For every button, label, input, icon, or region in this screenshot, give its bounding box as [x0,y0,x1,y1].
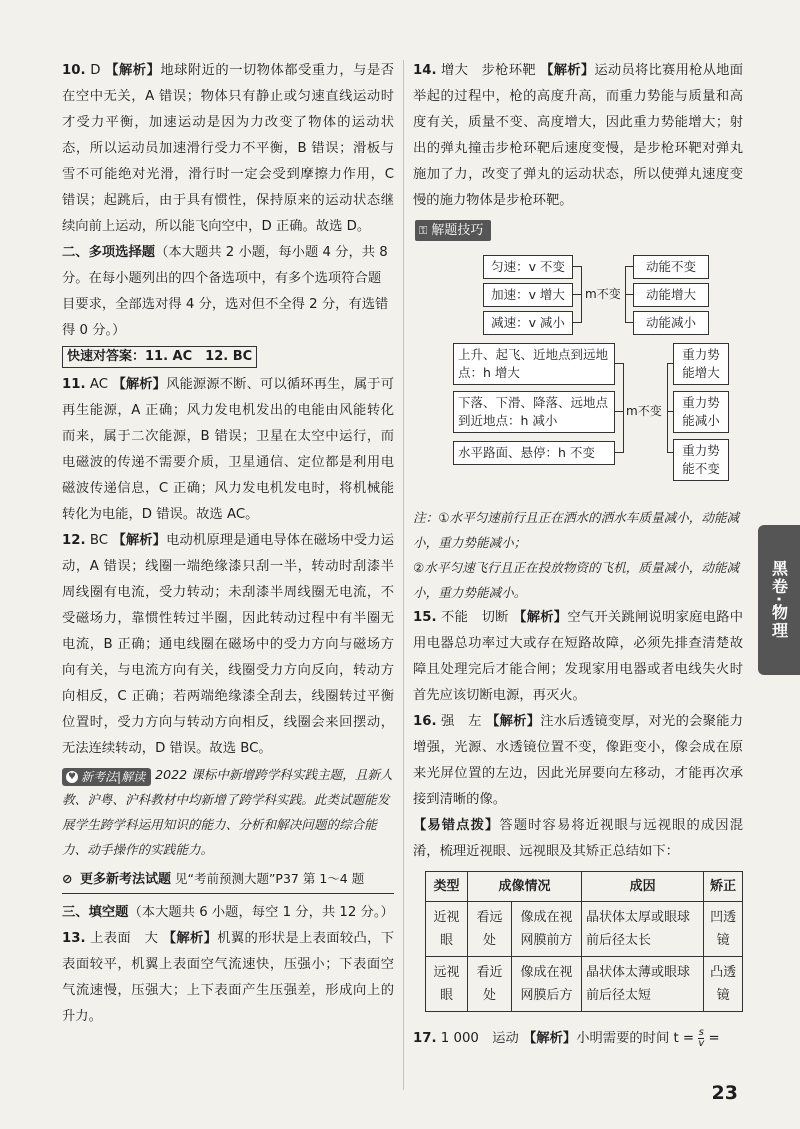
table-cell: 像成在视网膜后方 [512,957,582,1012]
more-ref: 见“考前预测大题”P37 第 1～4 题 [174,871,365,886]
tip-label: 解题技巧 [431,223,484,238]
flow1-decrease: 减速：v 减小 [483,311,573,335]
connector [667,363,668,453]
analysis-text: 地球附近的一切物体都受重力，与是否在空中无关，A 错误；物体只有静止或匀速直线运动时才受力平衡，加速运动是因为力改变了物体的运动状态，所以运动员加速滑行受力不平衡，B 错误；滑板与雪不可能绝对光滑，滑行时一定会受到摩擦力作用，C 错误；起跳后，由于具有惯性，保持原来的运动状态继续向前上运动，所以能飞向空中，D 正确。故选 D。 [62,63,395,234]
flow2-potential-increase: 重力势能增大 [673,343,729,385]
table-cell: 远视眼 [426,957,468,1012]
subject-label: 黑卷·物理 [769,559,789,641]
table-cell: 近视眼 [426,902,468,957]
connector [573,266,581,267]
table-cell: 晶状体太厚或眼球前后径太长 [582,902,704,957]
table-cell: 晶状体太薄或眼球前后径太短 [582,957,704,1012]
question-12 [62,528,394,762]
question-number: 12. [62,533,86,548]
flow2-decrease: 下落、下滑、降落、远地点到近地点：h 减小 [453,391,615,433]
table-cell: 凸透镜 [704,957,743,1012]
analysis-tag: 【解析】 [486,714,541,729]
flow2-mass-label: m不变 [626,404,662,418]
connector [623,363,624,453]
question-number: 14. [413,63,437,78]
section-desc: （本大题共 2 小题，每小题 4 分，共 8 分。在每小题列出的四个备选项中，有多个选项符合题目要求，全部选对得 4 分，选对但不全得 2 分，有选错得 0 分。） [62,245,389,338]
flow2-increase: 上升、起飞、近地点到远地点：h 增大 [453,343,615,385]
connector [573,322,581,323]
analysis-text: 空气开关跳闸说明家庭电路中用电器总功率过大或存在短路故障，必须先排查清楚故障且处理完后才能合闸；发现家用电器或者电线失火时首先应该切断电源，再灭火。 [413,610,744,703]
connector [573,294,581,295]
question-15 [413,605,743,709]
question-16 [413,709,743,813]
fraction [698,1028,704,1049]
heart-icon: ♥ [67,772,77,782]
flow2-constant: 水平路面、悬停：h 不变 [453,441,615,465]
answer: BC [89,533,109,548]
connector [625,294,633,295]
connector [581,266,582,323]
question-number: 17. [413,1031,437,1046]
flow1-constant: 匀速：v 不变 [483,255,573,279]
table-cell: 看远处 [468,902,512,957]
analysis-tag: 【解析】 [112,377,167,392]
connector [625,322,633,323]
error-tip-text: 答题时容易将近视眼与远视眼的成因混淆，梳理近视眼、远视眼及其矫正总结如下： [413,818,744,859]
more-title: 更多新考法试题 [79,872,171,887]
answer: 不能 切断 [441,610,509,625]
error-tip [413,813,743,865]
energy-flow-diagram [413,251,743,501]
eye-comparison-table [425,871,743,1012]
tip-badge [415,220,491,241]
analysis-tag: 【解析】 [105,63,161,78]
equation-tail: = [708,1031,720,1046]
analysis-text: 风能源源不断、可以循环再生，属于可再生能源，A 正确；风力发电机发出的电能由风能转化而来，属于二次能源，B 错误；卫星在太空中运行，而电磁波的传递不需要介质，卫星通信、定位都是利用电磁波传递信息，C 正确；风力发电机发电时，将机械能转化为电能，D 错误。故选 AC。 [62,377,395,522]
question-14 [413,58,743,214]
question-13 [62,926,394,1030]
table-header: 成像情况 [468,872,582,902]
energy-note [413,505,743,605]
more-questions-link [62,868,394,894]
page-number: 23 [711,1082,738,1104]
answer: 强 左 [441,714,482,729]
left-column [62,58,394,1030]
table-header: 类型 [426,872,468,902]
question-10 [62,58,394,240]
answer: 增大 步枪环靶 [441,63,536,78]
flow2-potential-constant: 重力势能不变 [673,439,729,481]
analysis-tag: 【解析】 [540,63,595,78]
analysis-text: 小明需要的时间 t = [576,1031,695,1046]
flow1-increase: 加速：v 增大 [483,283,573,307]
fraction-denominator: v [698,1037,705,1049]
question-number: 16. [413,714,437,729]
analysis-tag: 【解析】 [523,1031,577,1046]
table-header: 矫正 [704,872,743,902]
table-row [426,957,743,1012]
table-row [426,902,743,957]
analysis-text: 电动机原理是通电导体在磁场中受力运动，A 错误；线圈一端绝缘漆只刮一半，转动时刮漆半周线圈有电流，受力转动；未刮漆半周线圈无电流，不受磁场力，靠惯性转过半圈，因此转动过程中有半圈无电流，B 正确；通电线圈在磁场中的受力方向与磁场方向有关，与电流方向有关，线圈受力方向反向，转动方向相反，C 正确；若两端绝缘漆全刮去，线圈转过平衡位置时，受力方向与转动方向相反，线圈会来回摆动，无法连续转动，D 错误。故选 BC。 [62,533,394,756]
question-11 [62,372,394,528]
question-number: 10. [62,63,86,78]
question-number: 15. [413,610,437,625]
new-exam-note [62,762,394,862]
table-cell: 凹透镜 [704,902,743,957]
badge-label-2: 解读 [121,770,146,784]
table-cell: 看近处 [468,957,512,1012]
section-2-header [62,240,394,344]
answer: AC [89,377,109,392]
analysis-text: 运动员将比赛用枪从地面举起的过程中，枪的高度升高，而重力势能与质量和高度有关，质量不变、高度增大，因此重力势能增大；射出的弹丸撞击步枪环靶后速度变慢，是步枪环靶对弹丸施加了力，改变了弹丸的运动状态，所以使弹丸速度变慢的施力物体是步枪环靶。 [413,63,744,208]
flow1-mass-label: m不变 [585,287,621,301]
table-cell: 像成在视网膜前方 [512,902,582,957]
flow2-potential-decrease: 重力势能减小 [673,391,729,433]
table-header: 成因 [582,872,704,902]
fraction-numerator: s [698,1026,704,1038]
analysis-text: 注水后透镜变厚，对光的会聚能力增强，光源、水透镜位置不变，像距变小，像会成在原来光屏位置的左边，因此光屏要向左移动，才能再次承接到清晰的像。 [413,714,744,807]
note-line-2: ②水平匀速飞行且正在投放物资的飞机，质量减小，动能减小，重力势能减小。 [413,560,740,600]
answer: D [90,63,101,78]
analysis-text: 机翼的形状是上表面较凸，下表面较平，机翼上表面空气流速快，压强小；下表面空气流速慢，压强大；上下表面产生压强差，形成向上的升力。 [62,931,395,1024]
connector [615,452,623,453]
answer: 上表面 大 [90,931,159,946]
connector [625,266,633,267]
question-17 [413,1026,743,1052]
analysis-tag: 【解析】 [112,533,167,548]
connector [615,411,623,412]
column-divider [403,60,404,1090]
new-exam-text: 2022 课标中新增跨学科实践主题，且新人教、沪粤、沪科教材中均新增了跨学科实践。此类试题能发展学生跨学科运用知识的能力、分析和解决问题的综合能力、动手操作的实践能力。 [62,767,393,857]
right-column [413,58,743,1052]
flow1-kinetic-constant: 动能不变 [633,255,709,279]
question-number: 13. [62,931,86,946]
error-tip-tag: 【易错点拨】 [413,818,500,833]
flow1-kinetic-increase: 动能增大 [633,283,709,307]
section-title: 二、多项选择题 [62,245,156,260]
badge-label: 新考法 [81,770,118,784]
link-icon: ⊘ [62,871,73,886]
note-line-1: 注：①水平匀速前行且正在洒水的洒水车质量减小，动能减小，重力势能减小； [413,510,740,550]
answer: 1 000 运动 [440,1031,519,1046]
new-exam-badge: ♥ 新考法 | 解读 [62,768,151,786]
section-desc: （本大题共 6 小题，每空 1 分，共 12 分。） [128,905,394,920]
subject-side-tab [758,525,800,675]
section-3-header [62,900,394,926]
quick-answers: 快速对答案：11. AC 12. BC [62,346,257,368]
connector [615,363,623,364]
analysis-tag: 【解析】 [162,931,218,946]
flow1-kinetic-decrease: 动能减小 [633,311,709,335]
table-header-row [426,872,743,902]
question-number: 11. [62,377,86,392]
key-icon: ⚿ [419,224,428,237]
section-title: 三、填空题 [62,905,129,920]
analysis-tag: 【解析】 [513,610,568,625]
